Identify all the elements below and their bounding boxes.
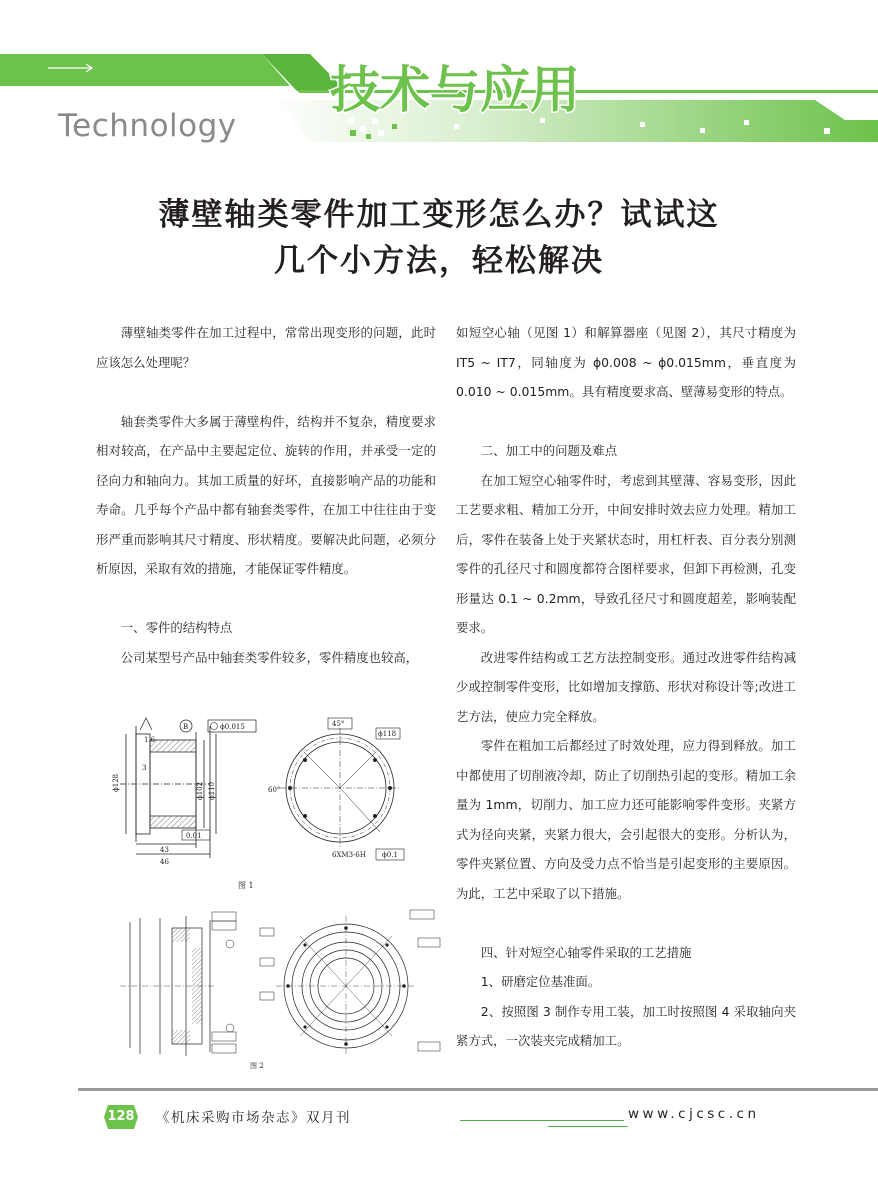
page-number-badge [104, 1105, 138, 1129]
perpendicularity-label: 0.01 [186, 832, 202, 840]
paragraph: 零件在粗加工后都经过了时效处理，应力得到释放。加工中都使用了切削液冷却，防止了切削热引起的变形。精加工余量为 1mm，切削力、加工应力还可能影响零件变形。夹紧方式为径向夹紧，夹紧力很大，会引起很大的变形。分析认为，零件夹紧位置、方向及受力点不恰当是引起变形的主要原因。为此，工艺中采取了以下措施。 [456, 738, 796, 901]
diameter-110-label: ϕ110 [208, 781, 216, 800]
paragraph: 改进零件结构或工艺方法控制变形。通过改进零件结构减少或控制零件变形，比如增加支撑筋、形状对称设计等;改进工艺方法，使应力完全释放。 [456, 649, 796, 724]
left-column [96, 318, 436, 672]
right-column [456, 318, 796, 1056]
paragraph: 1、研磨定位基准面。 [480, 974, 601, 989]
header-graphic [0, 0, 878, 160]
article-title [60, 192, 818, 284]
paragraph: 2、按照图 3 制作专用工装，加工时按照图 4 采取轴向夹紧方式，一次装夹完成精加工。 [456, 1003, 796, 1048]
dim-3-label: 3 [142, 764, 147, 772]
diameter-128-label: ϕ128 [112, 773, 120, 792]
title-line-2: 几个小方法，轻松解决 [274, 243, 604, 279]
footer-line [460, 1120, 624, 1121]
footer-rule [78, 1088, 878, 1091]
length-46-label: 46 [160, 858, 169, 866]
figure-2-drawing [100, 908, 450, 1070]
figure-1-caption: 图 1 [238, 881, 254, 890]
figure-2 [100, 908, 450, 1070]
length-43-label: 43 [160, 846, 169, 854]
section-title-en: Technology [58, 108, 237, 144]
section-heading: 二、加工中的问题及难点 [480, 443, 618, 458]
title-line-1: 薄壁轴类零件加工变形怎么办？试试这 [158, 197, 720, 233]
thread-label: 6XM3-6H [332, 851, 366, 859]
figure-1 [100, 712, 450, 890]
figure-2-caption: 图 2 [250, 1062, 264, 1070]
footer-line [548, 1126, 628, 1127]
journal-name: 《机床采购市场杂志》双月刊 [156, 1110, 351, 1126]
header-band-left [0, 54, 290, 86]
section-header [0, 0, 878, 160]
roughness-label: 1.6 [144, 736, 156, 744]
diameter-118-label: ϕ118 [378, 730, 397, 738]
paragraph: 轴套类零件大多属于薄壁构件，结构并不复杂，精度要求相对较高，在产品中主要起定位、旋转的作用，并承受一定的径向力和轴向力。其加工质量的好坏，直接影响产品的功能和寿命。几乎每个产品中都有轴套类零件，在加工中往往由于变形严重而影响其尺寸精度、形状精度。要解决此问题，必须分析原因，采取有效的措施，才能保证零件精度。 [96, 413, 436, 576]
diameter-102-label: ϕ102 [196, 781, 204, 800]
figure-1-drawing [100, 712, 450, 890]
section-title-cn: 技术与应用 [330, 61, 580, 119]
section-heading: 一、零件的结构特点 [120, 620, 233, 635]
page-number: 128 [107, 1109, 135, 1124]
paragraph: 公司某型号产品中轴套类零件较多，零件精度也较高， [120, 649, 419, 665]
coaxiality-label: ϕ0.015 [220, 723, 245, 731]
datum-label: B [183, 723, 189, 731]
section-heading: 四、针对短空心轴零件采取的工艺措施 [480, 944, 692, 960]
paragraph: 在加工短空心轴零件时，考虑到其壁薄、容易变形，因此工艺要求粗、精加工分开，中间安排时效去应力处理。精加工后，零件在装备上处于夹紧状态时，用杠杆表、百分表分别测零件的孔径尺寸和圆度都符合图样要求，但卸下再检测，孔变形量达 0.1 ~ 0.2mm，导致孔径尺寸和圆度超差，影响装配要求。 [456, 472, 796, 635]
position-label: ϕ0.1 [382, 851, 398, 859]
website-url[interactable]: www.cjcsc.cn [628, 1106, 760, 1122]
paragraph: 如短空心轴（见图 1）和解算器座（见图 2），其尺寸精度为 IT5 ~ IT7，同轴度为 ϕ0.008 ~ ϕ0.015mm，垂直度为 0.010 ~ 0.015mm。具有精度要求高、壁薄易变形的特点。 [456, 325, 796, 399]
angle-60-label: 60° [268, 786, 281, 794]
paragraph: 薄壁轴类零件在加工过程中，常常出现变形的问题，此时应该怎么处理呢？ [96, 325, 436, 370]
angle-45-label: 45° [332, 720, 345, 728]
